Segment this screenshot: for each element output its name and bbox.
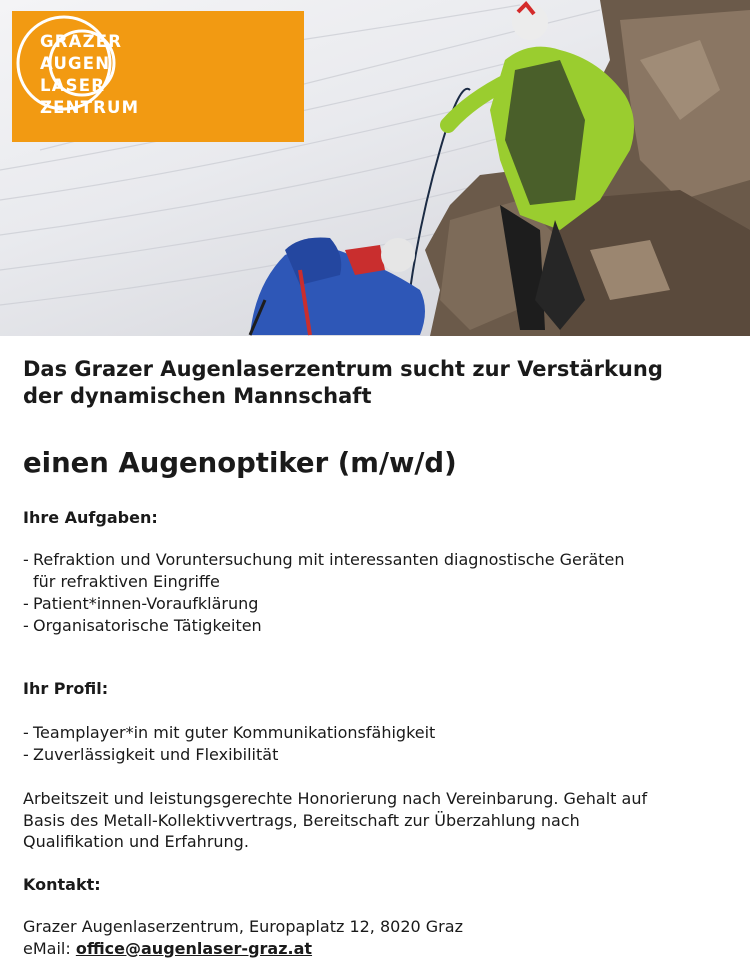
contact-details bbox=[23, 916, 713, 959]
intro-line-1: Das Grazer Augenlaserzentrum sucht zur Verstärkung bbox=[23, 357, 663, 381]
intro-heading bbox=[23, 356, 723, 410]
logo-line-2: AUGEN bbox=[40, 54, 111, 73]
profile-title: Ihr Profil: bbox=[23, 679, 109, 698]
profile-list bbox=[23, 722, 435, 766]
list-item: - Organisatorische Tätigkeiten bbox=[23, 615, 625, 637]
logo-line-4: ZENTRUM bbox=[40, 98, 140, 117]
email-label: eMail: bbox=[23, 938, 71, 958]
eye-rings-icon bbox=[12, 11, 132, 115]
conditions-text: Arbeitszeit und leistungsgerechte Honorierung nach Vereinbarung. Gehalt auf Basis des Metall-Kollektivvertrags, Bereitschaft zur Überzahlung nach Qualifikation und Erfahrung. bbox=[23, 789, 648, 851]
tasks-title: Ihre Aufgaben: bbox=[23, 508, 158, 527]
position-title: einen Augenoptiker (m/w/d) bbox=[23, 447, 457, 479]
list-item: - Teamplayer*in mit guter Kommunikationsfähigkeit bbox=[23, 722, 435, 744]
list-item: - Patient*innen-Voraufklärung bbox=[23, 593, 625, 615]
contact-address: Grazer Augenlaserzentrum, Europaplatz 12, 8020 Graz bbox=[23, 917, 463, 936]
company-logo bbox=[12, 11, 304, 142]
intro-line-2: der dynamischen Mannschaft bbox=[23, 384, 372, 408]
logo-line-1: GRAZER bbox=[40, 32, 123, 51]
logo-line-3: LASER bbox=[40, 76, 106, 95]
job-posting bbox=[23, 356, 723, 958]
list-item: - Refraktion und Voruntersuchung mit interessanten diagnostische Geräten für refraktiven Eingriffe bbox=[23, 549, 625, 593]
hero-photo bbox=[0, 0, 750, 336]
tasks-list bbox=[23, 549, 625, 637]
list-item: - Zuverlässigkeit und Flexibilität bbox=[23, 744, 435, 766]
contact-title: Kontakt: bbox=[23, 875, 101, 894]
email-link[interactable]: office@augenlaser-graz.at bbox=[75, 938, 313, 958]
